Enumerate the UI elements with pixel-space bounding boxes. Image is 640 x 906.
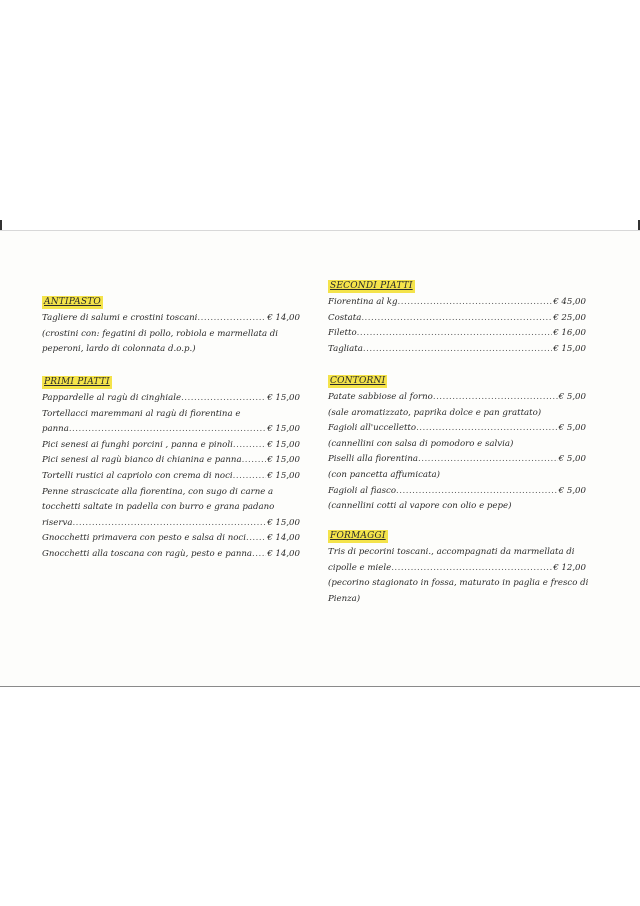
item-name: Filetto: [328, 328, 357, 339]
section-secondi: [328, 279, 586, 357]
item-name: Gnocchetti primavera con pesto e salsa di noci: [42, 533, 246, 544]
leader-dots: [433, 390, 558, 406]
item-price: € 14,00: [267, 548, 300, 559]
menu-item: [42, 469, 300, 485]
item-price: € 16,00: [553, 328, 586, 339]
menu-item: [42, 531, 300, 547]
section-primi: [42, 375, 300, 563]
section-title-secondi: SECONDI PIATTI: [330, 281, 413, 291]
menu-item: [328, 311, 586, 327]
section-title-formaggi: FORMAGGI: [330, 531, 386, 541]
menu-item: [42, 438, 300, 454]
menu-item: [328, 390, 586, 406]
item-note: (cannellini con salsa di pomodoro e salvia): [328, 438, 514, 449]
section-antipasto: [42, 295, 300, 358]
leader-dots: [72, 516, 266, 532]
item-name: Piselli alla fiorentina: [328, 454, 418, 465]
menu-item: [328, 295, 586, 311]
item-note: (cannellini cotti al vapore con olio e pepe): [328, 501, 512, 512]
item-price: € 15,00: [553, 343, 586, 354]
item-price: € 5,00: [558, 485, 586, 496]
item-name: Patate sabbiose al forno: [328, 392, 433, 402]
leader-dots: [396, 484, 558, 500]
item-price: € 25,00: [553, 312, 586, 323]
item-price: € 15,00: [267, 470, 300, 481]
item-price: € 12,00: [553, 562, 586, 573]
item-note: peperoni, lardo di colonnata d.o.p.): [42, 344, 196, 355]
leader-dots: [418, 452, 558, 468]
item-price: € 5,00: [558, 423, 586, 434]
item-price: € 15,00: [267, 424, 300, 435]
leader-dots: [361, 311, 552, 327]
leader-dots: [246, 531, 266, 547]
item-note: (con pancetta affumicata): [328, 469, 440, 480]
item-price: € 5,00: [558, 392, 586, 402]
leader-dots: [69, 422, 266, 438]
item-name: Tagliata: [328, 343, 363, 354]
leader-dots: [416, 421, 558, 437]
leader-dots: [391, 561, 552, 577]
leader-dots: [233, 438, 266, 454]
leader-dots: [363, 342, 552, 358]
item-name: cipolle e miele: [328, 562, 392, 573]
menu-item: [328, 421, 586, 437]
item-price: € 15,00: [267, 393, 300, 403]
leader-dots: [357, 326, 553, 342]
menu-item: [42, 453, 300, 469]
menu-item: [328, 342, 586, 358]
item-name: Tagliere di salumi e crostini toscani: [42, 313, 198, 323]
item-name: riserva: [42, 517, 73, 528]
item-name: Fagioli all'uccelletto: [328, 423, 417, 434]
section-title-primi: PRIMI PIATTI: [44, 377, 110, 387]
item-name: Tortelli rustici al capriolo con crema di noci: [42, 470, 233, 481]
item-name-line: tocchetti saltate in padella con burro e grana padano: [42, 502, 275, 513]
item-note: (pecorino stagionato in fossa, maturato in paglia e fresco di: [328, 578, 589, 589]
item-note: (crostini con: fegatini di pollo, robiola e marmellata di: [42, 328, 279, 339]
item-name-line: Penne strascicate alla fiorentina, con sugo di carne a: [42, 486, 274, 497]
menu-item: [42, 311, 300, 327]
item-name: Gnocchetti alla toscana con ragù, pesto e panna: [42, 548, 253, 559]
item-name-line: Tris di pecorini toscani., accompagnati da marmellata di: [328, 547, 575, 557]
item-price: € 45,00: [553, 297, 586, 307]
item-name-line: Tortellacci maremmani al ragù di fiorentina e: [42, 408, 241, 419]
item-name: Pappardelle al ragù di cinghiale: [42, 393, 182, 403]
item-price: € 15,00: [267, 455, 300, 466]
leader-dots: [252, 547, 266, 563]
item-name: Pici senesi ai funghi porcini , panna e pinoli: [42, 439, 233, 450]
section-title-contorni: CONTORNI: [330, 376, 386, 386]
item-price: € 14,00: [267, 313, 300, 323]
menu-item: [42, 391, 300, 407]
item-name: panna: [42, 424, 69, 435]
leader-dots: [197, 311, 266, 327]
item-price: € 15,00: [267, 517, 300, 528]
menu-item: [328, 452, 586, 468]
menu-item: [42, 422, 300, 438]
menu-sheet: [0, 230, 640, 687]
section-contorni: [328, 374, 586, 515]
menu-item: [42, 547, 300, 563]
menu-item: [42, 516, 300, 532]
item-price: € 14,00: [267, 533, 300, 544]
section-title-antipasto: ANTIPASTO: [44, 297, 102, 307]
item-note: Pienza): [328, 593, 361, 604]
menu-item: [328, 484, 586, 500]
leader-dots: [242, 453, 267, 469]
item-price: € 15,00: [267, 439, 300, 450]
menu-item: [328, 326, 586, 342]
item-name: Fagioli al fiasco: [328, 485, 397, 496]
leader-dots: [398, 295, 553, 311]
item-name: Pici senesi al ragù bianco di chianina e panna: [42, 455, 242, 466]
item-name: Fiorentina al kg: [328, 297, 398, 307]
blank-scan-margin: [0, 0, 640, 230]
item-price: € 5,00: [558, 454, 586, 465]
section-formaggi: [328, 529, 589, 607]
item-note: (sale aromatizzato, paprika dolce e pan grattato): [328, 407, 542, 418]
item-name: Costata: [328, 312, 362, 323]
leader-dots: [181, 391, 266, 407]
leader-dots: [233, 469, 267, 485]
menu-item: [328, 561, 586, 577]
